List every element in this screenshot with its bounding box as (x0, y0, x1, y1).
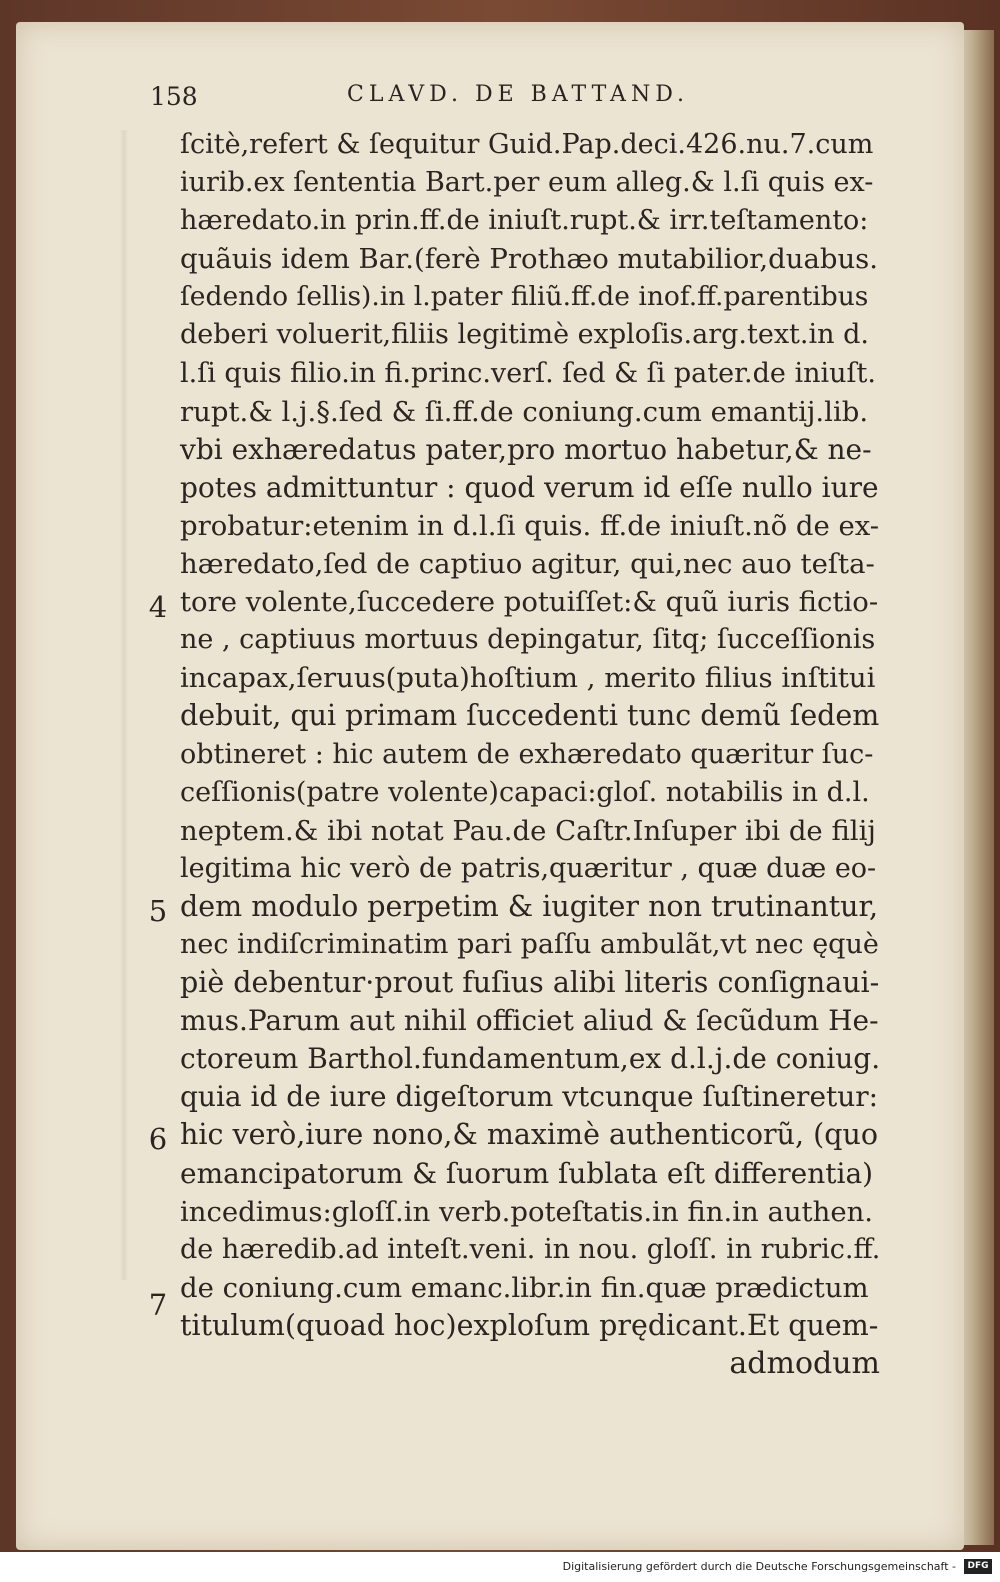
text-line: debuit, qui primam ſuccedenti tunc demũ ſedem (180, 699, 880, 733)
marginal-number: 6 (148, 1122, 168, 1156)
text-line: piè debentur·prout fuſius alibi literis conſignaui- (180, 966, 880, 1000)
text-line: dem modulo perpetim & iugiter non trutinantur, (180, 889, 879, 923)
marginal-number: 7 (148, 1288, 168, 1322)
text-line: emancipatorum & ſuorum ſublata eſt differentia) (180, 1156, 874, 1190)
text-line: ctoreum Barthol.fundamentum,ex d.l.j.de coniug. (180, 1042, 881, 1076)
text-line: quia id de iure digeſtorum vtcunque ſuſtineretur: (180, 1080, 879, 1114)
text-line: incedimus:gloſſ.in verb.poteſtatis.in fin.in authen. (180, 1195, 874, 1228)
text-line: deberi voluerit,filiis legitimè exploſis.arg.text.in d. (180, 319, 869, 351)
text-line: ne , captiuus mortuus depingatur, ſitq; ſucceſſionis (180, 624, 876, 656)
text-line: vbi exhæredatus pater,pro mortuo habetur,& ne- (180, 432, 872, 466)
text-line: ceſſionis(patre volente)capaci:gloſ. notabilis in d.l. (180, 776, 870, 808)
page-header (150, 82, 770, 122)
text-line: hic verò,iure nono,& maximè authenticorũ, (quo (180, 1118, 879, 1152)
text-line: de coniung.cum emanc.libr.in fin.quæ prædictum (180, 1271, 869, 1304)
text-line: neptem.& ibi notat Pau.de Caſtr.Inſuper ibi de filij (180, 814, 876, 847)
text-line: obtineret : hic autem de exhæredato quæritur ſuc- (180, 738, 874, 770)
running-head: CLAVD. DE BATTAND. (347, 82, 690, 107)
folio-number: 158 (150, 82, 198, 111)
text-line: rupt.& l.j.§.ſed & ſi.ff.de coniung.cum emantij.lib. (180, 395, 869, 428)
catchword: admodum (729, 1346, 880, 1381)
text-line: ſcitè,refert & ſequitur Guid.Pap.deci.426.nu.7.cum (180, 129, 874, 160)
dfg-logo-icon: DFG (964, 1559, 992, 1574)
text-line: l.ſi quis filio.in fi.princ.verſ. ſed & ſi pater.de iniuſt. (180, 357, 876, 389)
text-line: titulum(quoad hoc)exploſum prędicant.Et quem- (180, 1308, 879, 1342)
text-line: iurib.ex ſententia Bart.per eum alleg.& l.ſi quis ex- (180, 167, 874, 199)
text-line: ſedendo ſellis).in l.pater filiũ.ff.de inof.ff.parentibus (180, 281, 869, 313)
marginal-number: 5 (148, 894, 168, 928)
text-line: incapax,ſeruus(puta)hoſtium , merito filius inſtitui (180, 662, 876, 695)
digitization-footer (0, 1552, 1000, 1582)
text-line: mus.Parum aut nihil officiet aliud & ſecũdum He- (180, 1004, 879, 1038)
text-line: quãuis idem Bar.(ferè Prothæo mutabilior,duabus. (180, 243, 879, 276)
text-line: nec indiſcriminatim pari paſſu ambulãt,vt nec ęquè (180, 928, 879, 960)
text-line: tore volente,ſuccedere potuiſſet:& quũ iuris fictio- (180, 586, 879, 619)
text-line: hæredato,ſed de captiuo agitur, qui,nec auo teſta- (180, 548, 875, 581)
text-line: de hæredib.ad inteſt.veni. in nou. gloſſ. in rubric.ff. (180, 1233, 881, 1265)
body-text (180, 126, 880, 1383)
text-line: probatur:etenim in d.l.ſi quis. ff.de iniuſt.nõ de ex- (180, 509, 880, 542)
page-shading (120, 130, 128, 1280)
text-line: potes admittuntur : quod verum id eſſe nullo iure (180, 470, 879, 504)
marginal-number: 4 (148, 590, 168, 624)
text-line: legitima hic verò de patris,quæritur , quæ duæ eo- (180, 852, 877, 884)
funding-credit: Digitalisierung gefördert durch die Deutsche Forschungsgemeinschaft - (562, 1560, 956, 1573)
text-line: hæredato.in prin.ff.de iniuſt.rupt.& irr.teſtamento: (180, 205, 869, 237)
